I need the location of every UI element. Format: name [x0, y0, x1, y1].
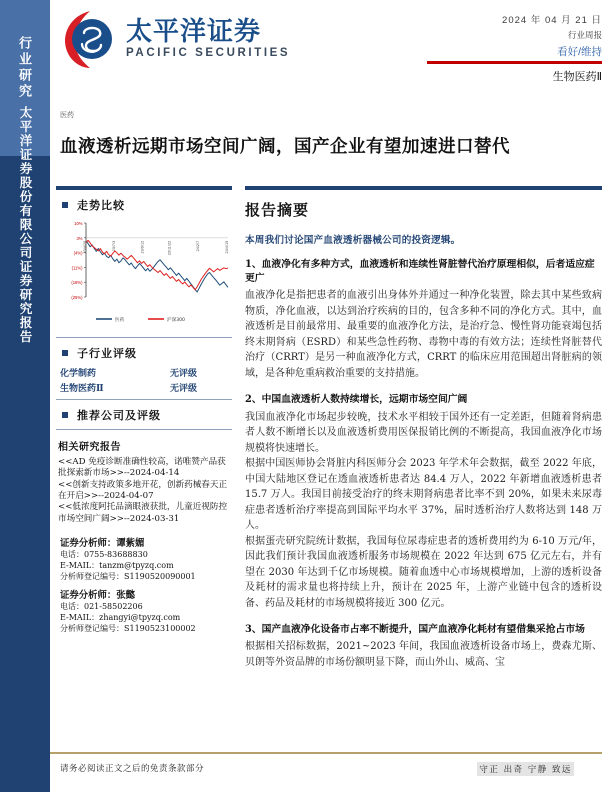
list-item[interactable]: <<AD 免疫诊断准确性较高，诺唯赞产品获批探索新市场>>--2024-04-14: [58, 457, 226, 479]
header-meta: [372, 12, 602, 84]
summary-section: [245, 258, 602, 381]
sidebar-top-label: 行业研究: [16, 36, 31, 100]
company-logo: [60, 8, 290, 70]
summary-lead: 本周我们讨论国产血液透析器械公司的投资逻辑。: [245, 235, 461, 246]
divider: [56, 337, 232, 338]
svg-text:23/11/22: 23/11/22: [167, 240, 172, 256]
analyst-entry: [60, 587, 232, 635]
square-bullet-icon: [62, 350, 68, 356]
trend-comparison-chart: [56, 215, 232, 333]
report-type: 行业周报: [567, 30, 602, 40]
footer-disclaimer: 请务必阅读正文之后的免责条款部分: [60, 764, 205, 774]
trend-section-title: 走势比较: [77, 199, 125, 212]
recommended-section-title: 推荐公司及评级: [77, 409, 161, 422]
sidebar-bottom-label: 太平洋证券股份有限公司证券研究报告: [18, 106, 33, 344]
svg-text:23/9/12: 23/9/12: [140, 240, 145, 254]
right-content-column: [245, 186, 602, 670]
summary-section: [245, 393, 602, 611]
recommended-section-header: [56, 407, 232, 423]
rating-badge: 看好/维持: [557, 46, 602, 58]
sub-industry-section-title: 子行业评级: [77, 347, 137, 360]
analyst-license: 分析师登记编号：S1190520090001: [60, 572, 196, 582]
table-row: [56, 381, 232, 396]
right-column-top-rule: [245, 186, 602, 190]
divider: [56, 429, 232, 430]
svg-text:(25%): (25%): [71, 295, 83, 300]
summary-paragraph: 根据蛋壳研究院统计数据，我国每位尿毒症患者的透析费用约为 6-10 万元/年，因此我们预计我国血液透析服务市场规模在 2022 年达到 675 亿元左右，并有望在 2030 年达到千亿市场规模。随着血透中心市场规模增加，上游的透析设备及耗材的需求量也将持续上升，预计在 2025 年，上游产业链中包含的透析设备、药品及耗材的市场规模将接近 300 亿元。: [245, 535, 602, 609]
svg-text:24/2/7: 24/2/7: [196, 240, 201, 252]
square-bullet-icon: [62, 202, 68, 208]
report-date: 2024 年 04 月 21 日: [502, 15, 602, 26]
logo-chinese-name: 太平洋证券: [126, 16, 262, 47]
related-reports-title: 相关研究报告: [58, 442, 121, 453]
summary-paragraph: 根据中国医师协会肾脏内科医师分会 2023 年学术年会数据，截至 2022 年底，中国大陆地区登记在透血液透析患者达 84.4 万人，2022 年新增血液透析患者 15.7 万人。我国目前接受治疗的终末期肾病患者比率不到 20%，如果未来尿毒症患者透析治疗率提高到国际平均水平 37%，届时透析治疗人数将达到 148 万人。: [245, 458, 602, 532]
analyst-phone: 电话：0755-83688830: [60, 550, 148, 560]
svg-text:沪深300: 沪深300: [167, 318, 185, 323]
page-header: [50, 0, 612, 100]
svg-text:(18%): (18%): [71, 280, 83, 286]
industry-label: 生物医药Ⅱ: [552, 70, 602, 83]
left-column-top-rule: [56, 186, 232, 190]
pacific-securities-logo-icon: [60, 8, 118, 70]
left-sidebar: [0, 0, 50, 792]
square-bullet-icon: [62, 412, 68, 418]
header-rule: [427, 61, 602, 64]
list-item[interactable]: <<低浓度阿托品滴眼液获批，儿童近视防控市场空间广阔>>--2024-03-31: [58, 502, 228, 524]
page-title: 血液透析远期市场空间广阔，国产企业有望加速进口替代: [60, 137, 510, 157]
summary-section-heading: 2、中国血液透析人数持续增长，远期市场空间广阔: [245, 394, 468, 406]
svg-text:10%: 10%: [74, 221, 83, 226]
sub-industry-rating-table: [56, 366, 232, 396]
svg-text:(11%): (11%): [71, 265, 83, 271]
section-kicker: 医药: [60, 111, 74, 119]
sub-industry-rating: 无评级: [170, 384, 198, 394]
svg-text:23/7/3: 23/7/3: [111, 240, 116, 252]
analyst-entry: [60, 535, 232, 583]
summary-section: [245, 623, 602, 670]
sub-industry-name: 生物医药Ⅱ: [60, 384, 104, 394]
svg-text:23/4/20: 23/4/20: [83, 240, 87, 254]
svg-text:3%: 3%: [76, 235, 83, 241]
related-reports-list: [58, 457, 232, 525]
summary-paragraph: 我国血液净化市场起步较晚，技术水平相较于国外还有一定差距，但随着肾病患者人数不断增长以及血液透析费用医保报销比例的不断提高，我国血液净化市场规模将快速增长。: [245, 411, 602, 454]
sub-industry-section-header: [56, 345, 232, 361]
footer-slogan: 守正 出奇 宁静 致远: [477, 762, 574, 776]
logo-wordmark: [126, 16, 291, 60]
sub-industry-name: 化学制药: [60, 369, 97, 379]
left-content-column: [56, 186, 232, 634]
logo-english-name: PACIFIC SECURITIES: [126, 46, 291, 59]
divider: [56, 399, 232, 400]
analyst-phone: 电话：021-58502206: [60, 601, 143, 611]
sub-industry-rating: 无评级: [170, 369, 198, 379]
summary-section-heading: 1、血液净化有多种方式，血液透析和连续性肾脏替代治疗原理相似，后者适应症更广: [245, 259, 595, 285]
footer-rule: [50, 752, 602, 754]
analyst-email[interactable]: E-MAIL：zhangyi@tpyzq.com: [60, 612, 181, 622]
svg-text:医药: 医药: [115, 318, 125, 323]
summary-title: 报告摘要: [245, 201, 310, 219]
analyst-name: 证券分析师：谭紫媚: [60, 538, 145, 550]
analyst-license: 分析师登记编号：S1190523100002: [60, 624, 196, 633]
analyst-name: 证券分析师：张懿: [60, 589, 136, 601]
summary-paragraph: 血液净化是指把患者的血液引出身体外并通过一种净化装置，除去其中某些致病物质，净化血液，以达到治疗疾病的目的，包含多种不同的净化方式。其中，血液透析是目前最常用、最重要的血液净化方法，是治疗急、慢性肾功能衰竭包括终末期肾病（ESRD）和某些急性药物、毒物中毒的有效方法；连续性肾脏替代治疗（CRRT）是另一种血液净化方式，CRRT 的临床应用范围超出肾脏病的领域，是各种危重病救治重要的支持措施。: [245, 290, 602, 379]
svg-text:(4%): (4%): [73, 250, 83, 256]
svg-text:24/4/19: 24/4/19: [225, 240, 229, 254]
analyst-list: [60, 535, 232, 634]
trend-section-header: [56, 197, 232, 213]
summary-paragraph: 根据相关招标数据，2021~2023 年间，我国血液透析设备市场上，费森尤斯、贝朗等外资品牌的市场份额明显下降，而山外山、威高、宝: [245, 641, 602, 668]
summary-section-heading: 3、国产血液净化设备市占率不断提升，国产血液净化耗材有望借集采抢占市场: [245, 624, 585, 636]
table-row: [56, 366, 232, 381]
analyst-email[interactable]: E-MAIL：tanzm@tpyzq.com: [60, 561, 174, 571]
list-item[interactable]: <<创新支持政策多地开花，创新药械春天正在开启>>--2024-04-07: [58, 479, 228, 502]
